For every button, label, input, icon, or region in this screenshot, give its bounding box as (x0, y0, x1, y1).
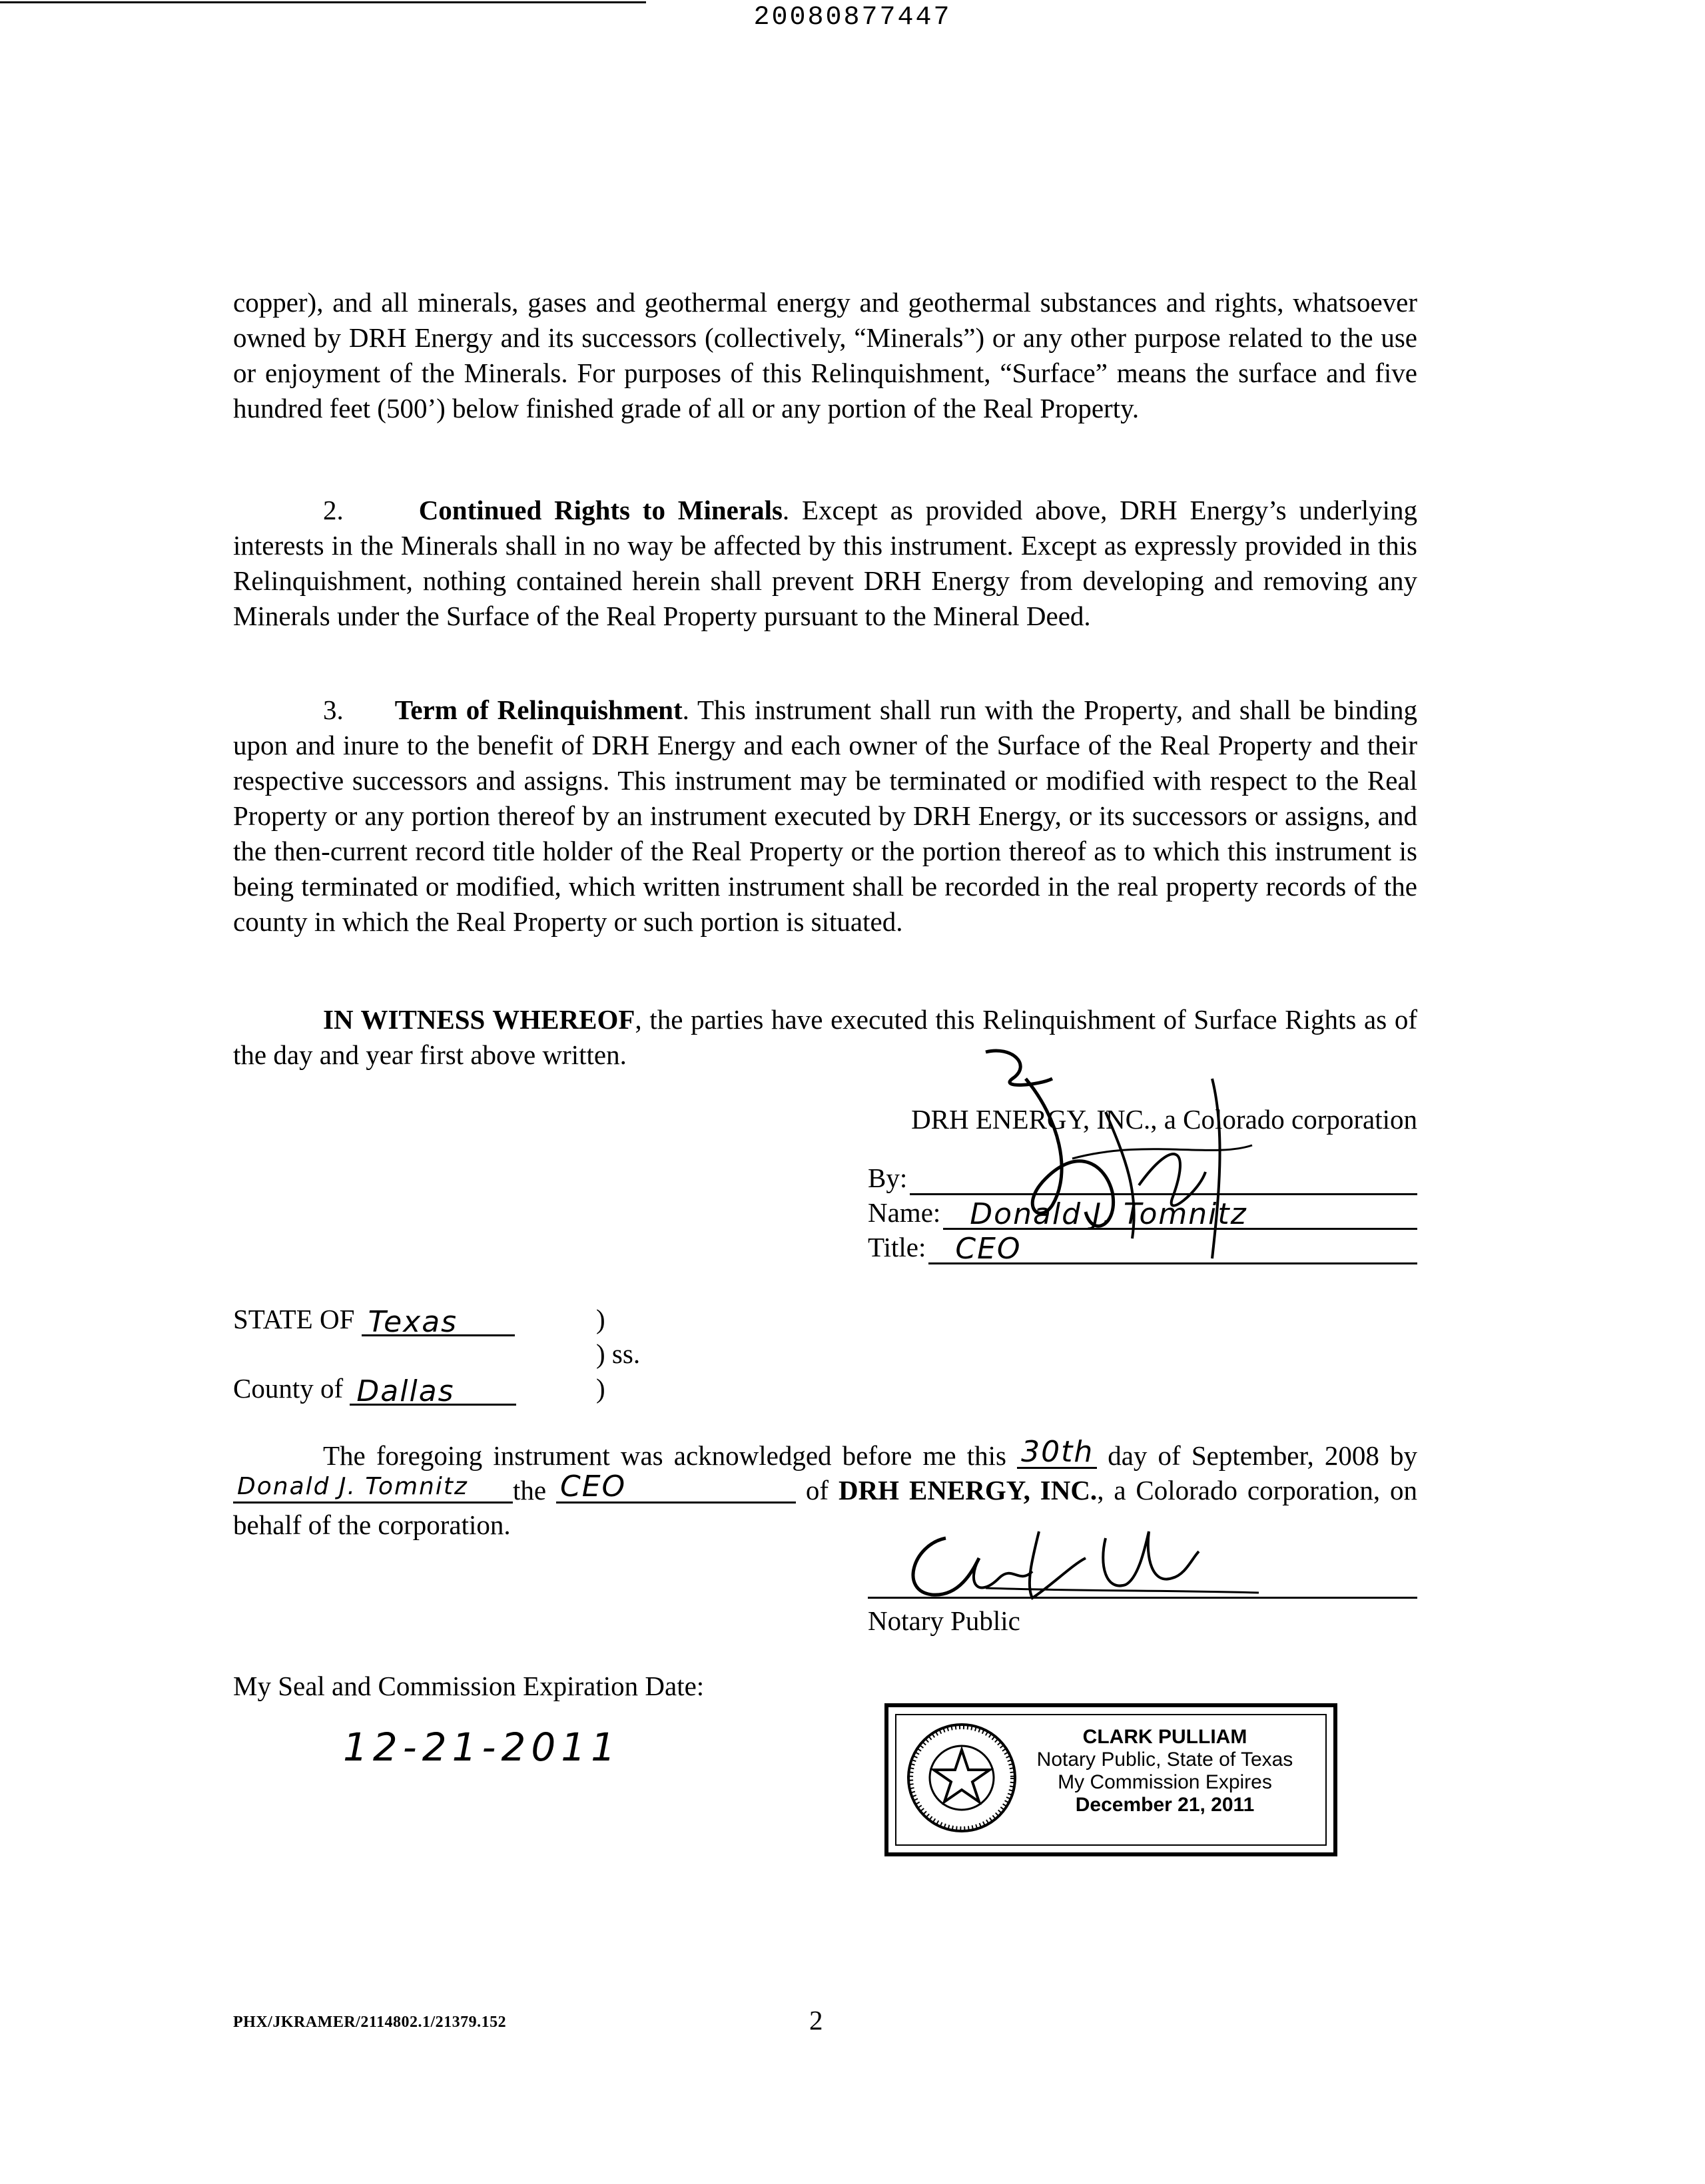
paragraph-number: 2. (323, 495, 344, 525)
paragraph-continued-rights (233, 493, 1417, 634)
commission-expiration-value: 12-21-2011 (343, 1725, 621, 1770)
state-value: Texas (368, 1305, 458, 1339)
commission-label: My Seal and Commission Expiration Date: (233, 1671, 705, 1701)
notary-signature-line (868, 1597, 1417, 1599)
venue-paren: ) (596, 1373, 605, 1404)
ack-day-value: 30th (1021, 1435, 1094, 1469)
stamp-notary-name: CLARK PULLIAM (1082, 1726, 1247, 1748)
paragraph-minerals-definition: copper), and all minerals, gases and geothermal energy and geothermal substances and rights, whatsoever owned by DRH Energy and its successors (collectively, “Minerals”) or any other purpose related to the use or enjoyment of the Minerals. For purposes of this Relinquishment, “Surface” means the surface and five hundred feet (500’) below finished grade of all or any portion of the Real Property. (233, 287, 1417, 423)
venue-paren: ) (596, 1304, 605, 1334)
paragraph-heading: Term of Relinquishment (394, 694, 683, 725)
county-value: Dallas (356, 1374, 455, 1408)
county-label: County of (233, 1373, 344, 1404)
stamp-text (1015, 1726, 1315, 1816)
paragraph-number: 3. (323, 694, 344, 725)
notary-seal-icon (902, 1718, 1022, 1838)
notary-public-label: Notary Public (868, 1605, 1020, 1636)
footer-document-id: PHX/JKRAMER/2114802.1/21379.152 (233, 2014, 507, 2031)
state-label: STATE OF (233, 1304, 355, 1334)
name-label: Name: (868, 1197, 941, 1228)
stamp-line-date: December 21, 2011 (1075, 1794, 1255, 1816)
ceo-signature (972, 1039, 1345, 1278)
document-number: 20080877447 (753, 3, 952, 33)
ack-role-value: CEO (560, 1470, 627, 1503)
venue-block (233, 1302, 641, 1408)
acknowledgment-paragraph: The foregoing instrument was acknowledged before me this 30th day of September, 2008 by Donald J. Tomnitz the CEO of DRH ENERGY, INC., a Colorado corporation, on behalf of the corporation. (233, 1435, 1418, 1540)
stamp-line-commission: My Commission Expires (1058, 1771, 1272, 1793)
ack-company: DRH ENERGY, INC. (838, 1475, 1098, 1505)
venue-ss: ) ss. (596, 1338, 641, 1369)
page-number: 2 (809, 2005, 823, 2036)
stamp-line-state: Notary Public, State of Texas (1036, 1749, 1293, 1771)
paragraph-text: . Except as provided above, DRH Energy’s underlying interests in the Minerals shall in no way be affected by this instrument. Except as expressly provided in this Relinquishment, nothing contained herein shall prevent DRH Energy from developing and removing any Minerals under the Surface of the Real Property pursuant to the Mineral Deed. (233, 495, 1417, 631)
paragraph-term (233, 692, 1417, 940)
title-value: CEO (955, 1232, 1022, 1266)
witness-heading: IN WITNESS WHEREOF (323, 1004, 635, 1035)
signatory-company: DRH ENERGY, INC., a Colorado corporation (911, 1104, 1417, 1135)
title-label: Title: (868, 1232, 926, 1262)
notary-stamp (884, 1703, 1337, 1856)
name-value: Donald J. Tomnitz (970, 1197, 1247, 1231)
ack-signer-value: Donald J. Tomnitz (237, 1473, 468, 1500)
paragraph-heading: Continued Rights to Minerals (418, 495, 783, 525)
paragraph-text: . This instrument shall run with the Property, and shall be binding upon and inure to the benefit of DRH Energy and each owner of the Surface of the Real Property and their respective successors and assigns. This instrument may be terminated or modified with respect to the Real Property or any portion thereof by an instrument executed by DRH Energy, or its successors or assigns, and the then-current record title holder of the Real Property or the portion thereof as to which this instrument is being terminated or modified, which written instrument shall be recorded in the real property records of the county in which the Real Property or such portion is situated. (233, 694, 1417, 937)
by-label: By: (868, 1163, 908, 1193)
witness-text: , the parties have executed this Relinquishment of Surface Rights as of the day and year first above written. (233, 1004, 1418, 1070)
